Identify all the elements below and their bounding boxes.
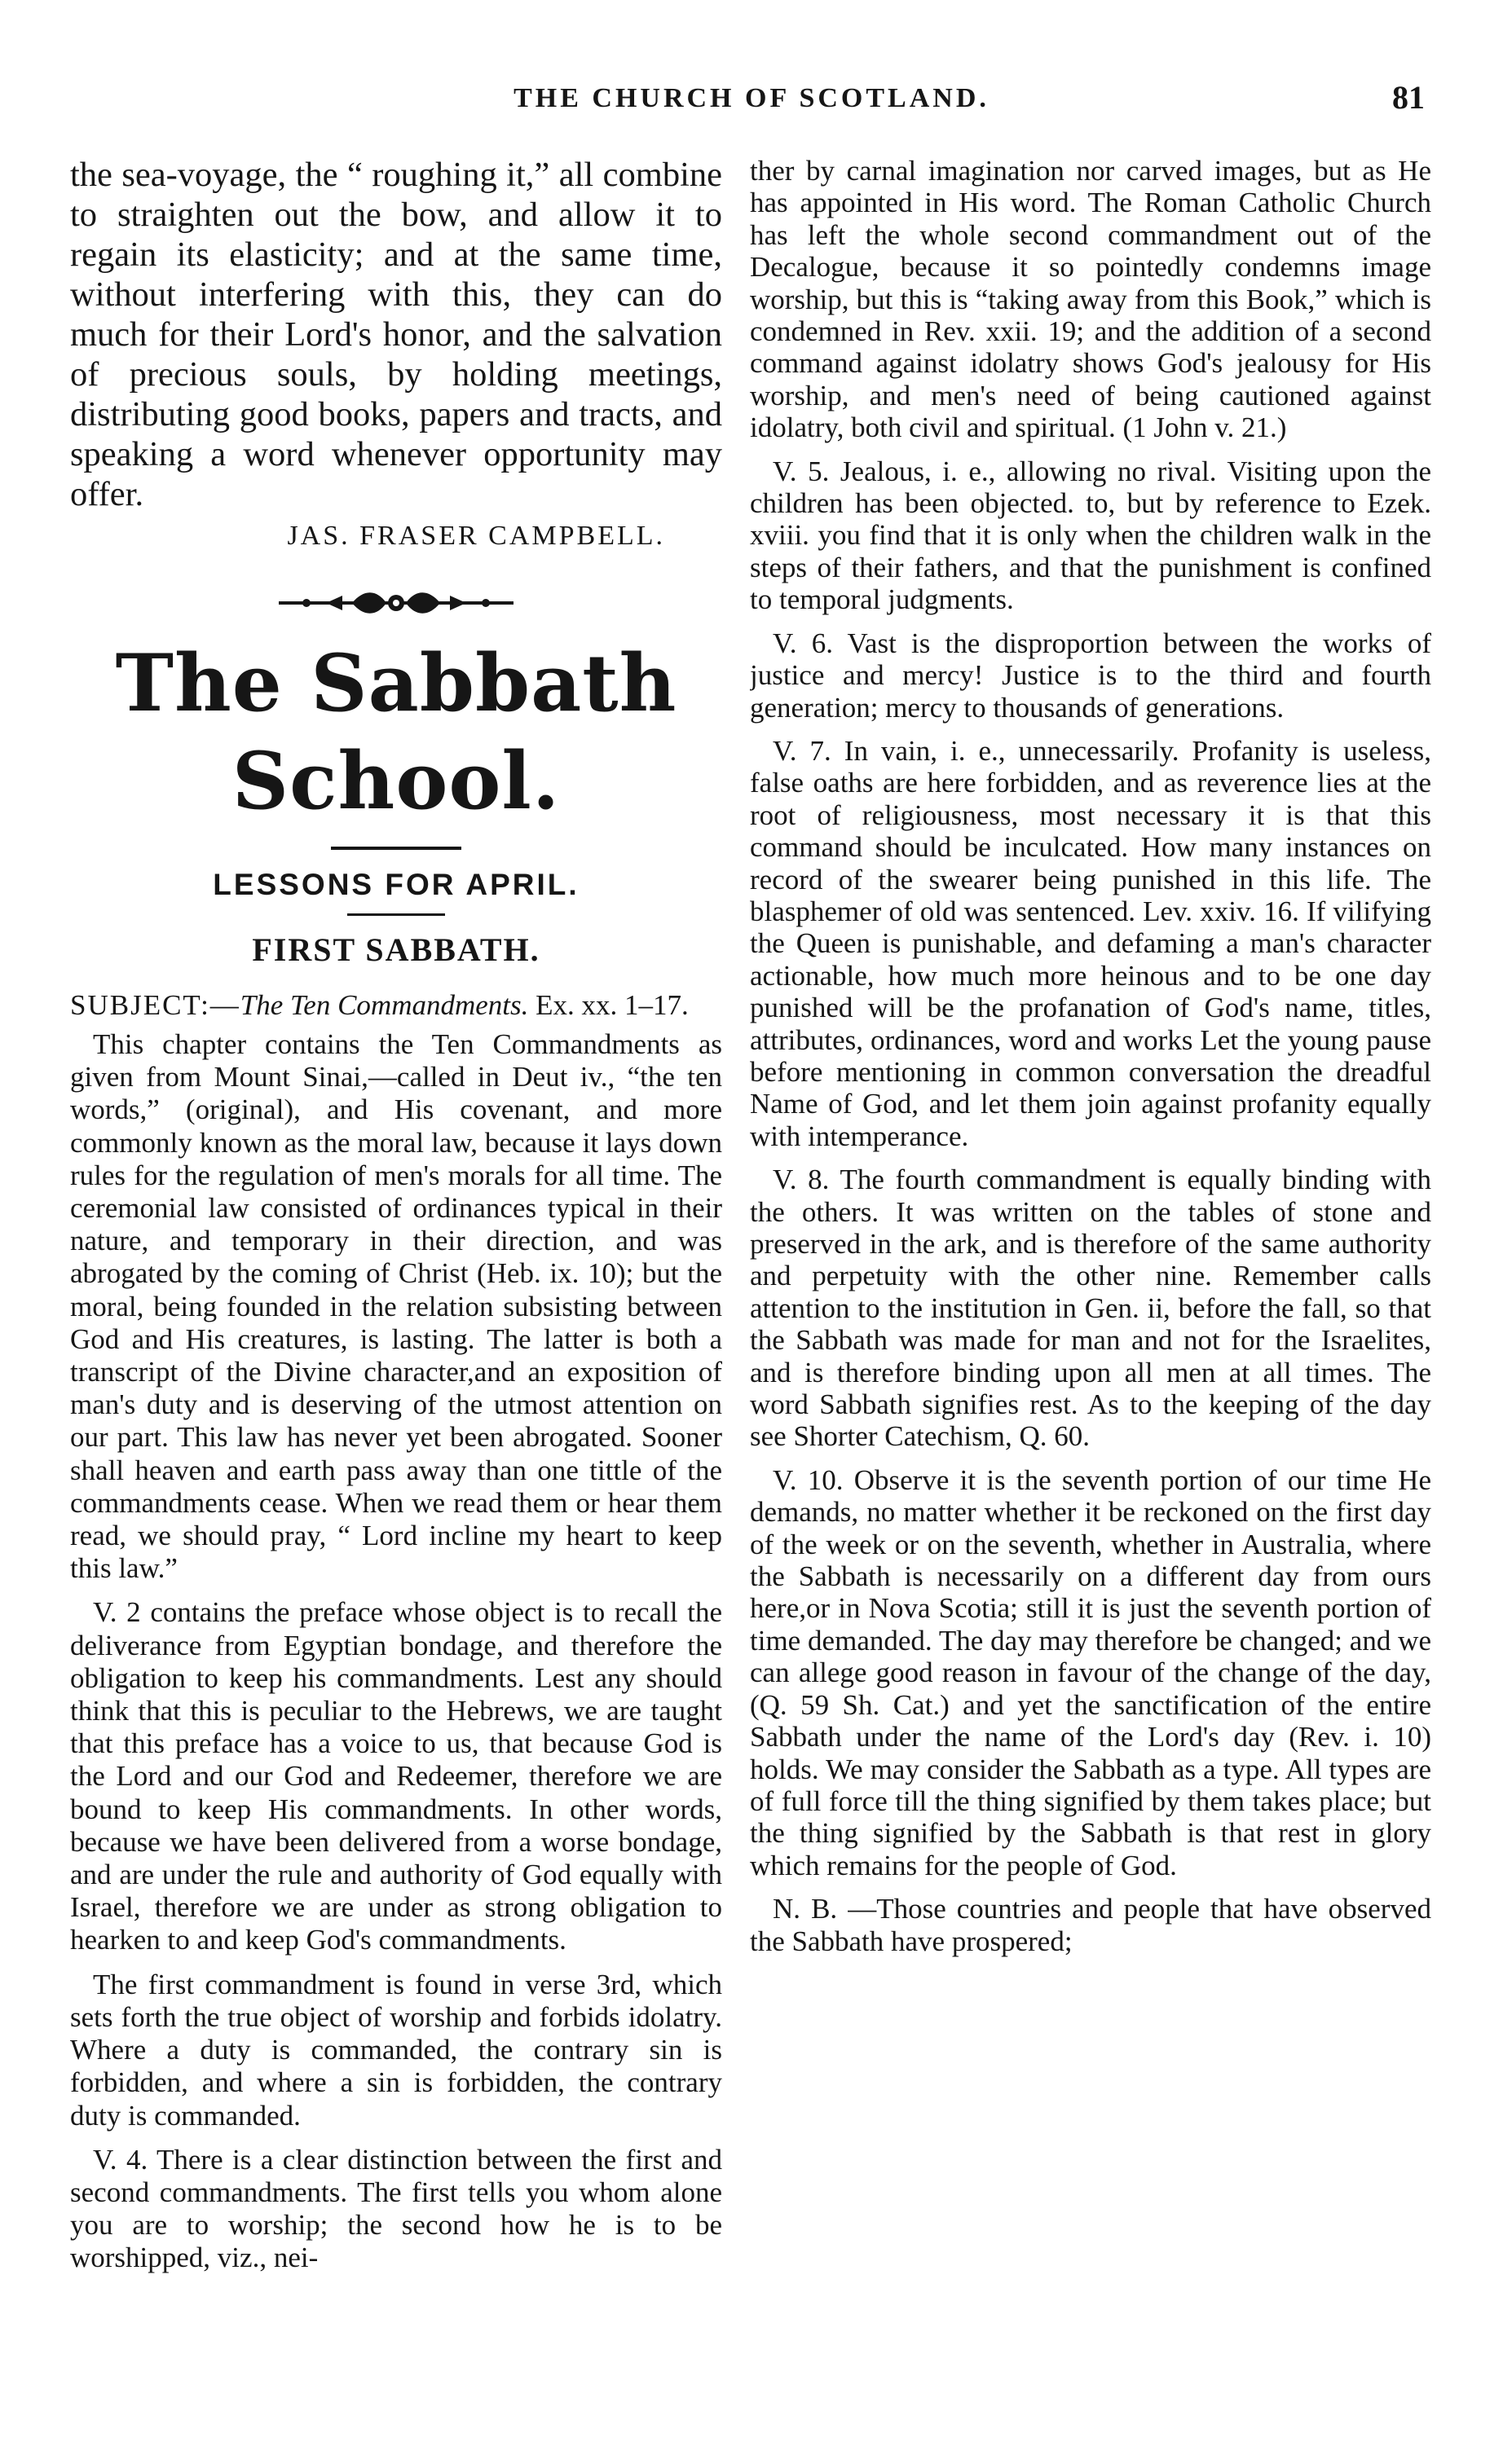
right-column <box>750 155 1431 2440</box>
paragraph-verse-7: V. 7. In vain, i. e., unnecessarily. Profanity is useless, false oaths are here forbidden, and as reverence lies at the root of religiousness, most necessary it is that this command should be inculcated. How many instances on record of the swearer being punished in this life. The blasphemer of old was sentenced. Lev. xxiv. 16. If vilifying the Queen is punishable, and defaming a man's character actionable, how much more heinous and to be one day punished will be the profanation of God's name, titles, attributes, ordinances, word and works Let the young pause before mentioning in common conversation the dreadful Name of God, and let them join against profanity equally with intemperance. <box>750 734 1431 1152</box>
ornament-flourish-icon <box>274 584 518 622</box>
paragraph-continuation: ther by carnal imagination nor carved images, but as He has appointed in His word. The Roman Catholic Church has left the whole second commandment out of the Decalogue, because it so pointedly condemns image worship, but this is “taking away from this Book,” which is condemned in Rev. xxii. 19; and the addition of a second command against idolatry shows God's jealousy for His worship, and men's need of being cautioned against idolatry, both civil and spiritual. (1 John v. 21.) <box>750 155 1431 444</box>
paragraph-nota-bene: N. B. —Those countries and people that have observed the Sabbath have prospered; <box>750 1893 1431 1957</box>
page-number: 81 <box>1392 79 1425 116</box>
subject-label: SUBJECT:— <box>70 989 240 1021</box>
author-signature: JAS. FRASER CAMPBELL. <box>287 521 665 551</box>
paragraph-verse-8: V. 8. The fourth commandment is equally binding with the others. It was written on the tables of stone and preserved in the ark, and is therefore of the same authority and perpetuity with the other nine. Remember calls attention to the institution in Gen. ii, before the fall, so that the Sabbath was made for man and not for the Israelites, and is therefore binding upon all men at all times. The word Sabbath signifies rest. As to the keeping of the day see Shorter Catechism, Q. 60. <box>750 1164 1431 1453</box>
paragraph-verse-5: V. 5. Jealous, i. e., allowing no rival. Visiting upon the children has been objected. to, but by reference to Ezek. xviii. you find that it is only when the children walk in the steps of their fathers, and that the punishment is confined to temporal judgments. <box>750 455 1431 616</box>
first-sabbath-heading: FIRST SABBATH. <box>252 931 540 968</box>
paragraph-verse-4: V. 4. There is a clear distinction between the first and second commandments. The first tells you whom alone you are to worship; the second how he is to be worshipped, viz., nei- <box>70 2143 722 2274</box>
paragraph-verse-2: V. 2 contains the preface whose object is to recall the deliverance from Egyptian bondage, and therefore the obligation to keep his commandments. Lest any should think that this is peculiar to the Hebrews, we are taught that this preface has a voice to us, that because God is the Lord and our God and Redeemer, therefore we are bound to keep His commandments. In other words, because we have been delivered from a worse bondage, and are under the rule and authority of God equally with Israel, therefore we are under as strong obligation to hearken to and keep God's commandments. <box>70 1596 722 1956</box>
paragraph-ten-commandments: This chapter contains the Ten Commandments as given from Mount Sinai,—called in Deut iv., “the ten words,” (original), and His covenant, and more commonly known as the moral law, because it lays down rules for the regulation of men's morals for all time. The ceremonial law consisted of ordinances typical in their nature, and temporary in their direction, and was abrogated by the coming of Christ (Heb. ix. 10); but the moral, being founded in the relation subsisting between God and His creatures, is lasting. The latter is both a transcript of the Divine character,and an exposition of man's duty and is deserving of the utmost attention on our part. This law has never yet been abrogated. Sooner shall heaven and earth pass away than one tittle of the commandments cease. When we read them or hear them read, we should pray, “ Lord incline my heart to keep this law.” <box>70 1028 722 1585</box>
ornament-divider <box>70 584 722 622</box>
paragraph-verse-6: V. 6. Vast is the disproportion between the works of justice and mercy! Justice is to the third and fourth generation; mercy to thousands of generations. <box>750 627 1431 724</box>
lessons-rule <box>347 913 445 916</box>
subject-reference: Ex. xx. 1–17. <box>528 989 689 1021</box>
section-title: The Sabbath School. <box>115 637 677 827</box>
paragraph-verse-10: V. 10. Observe it is the seventh portion of our time He demands, no matter whether it be reckoned on the first day of the week or on the seventh, whether in Australia, where the Sabbath is necessarily on a different day from ours here,or in Nova Scotia; still it is just the seventh portion of time demanded. The day may therefore be changed; and we can allege good reason in favour of the change of the day, (Q. 59 Sh. Cat.) and yet the sanctification of the entire Sabbath under the name of the Lord's day (Rev. i. 10) holds. We may consider the Sabbath as a type. All types are of full force till the thing signified by them takes place; but the thing signified by the Sabbath is that rest in glory which remains for the people of God. <box>750 1463 1431 1881</box>
subject-text: The Ten Commandments. <box>240 989 529 1021</box>
intro-paragraph: the sea-voyage, the “ roughing it,” all combine to straighten out the bow, and allow it to regain its elasticity; and at the same time, without interfering with this, they can do much for their Lord's honor, and the salvation of precious souls, by holding meetings, distributing good books, papers and tracts, and speaking a word whenever opportunity may offer. <box>70 156 722 513</box>
running-head <box>49 75 1454 124</box>
left-column <box>70 155 722 2440</box>
lessons-heading: LESSONS FOR APRIL. <box>213 868 580 901</box>
title-rule <box>331 847 461 850</box>
subject-line <box>70 988 722 1022</box>
paragraph-first-commandment: The first commandment is found in verse 3rd, which sets forth the true object of worship and forbids idolatry. Where a duty is commanded, the contrary sin is forbidden, and where a sin is forbidden, the contrary duty is commanded. <box>70 1968 722 2132</box>
running-title: THE CHURCH OF SCOTLAND. <box>513 83 990 113</box>
